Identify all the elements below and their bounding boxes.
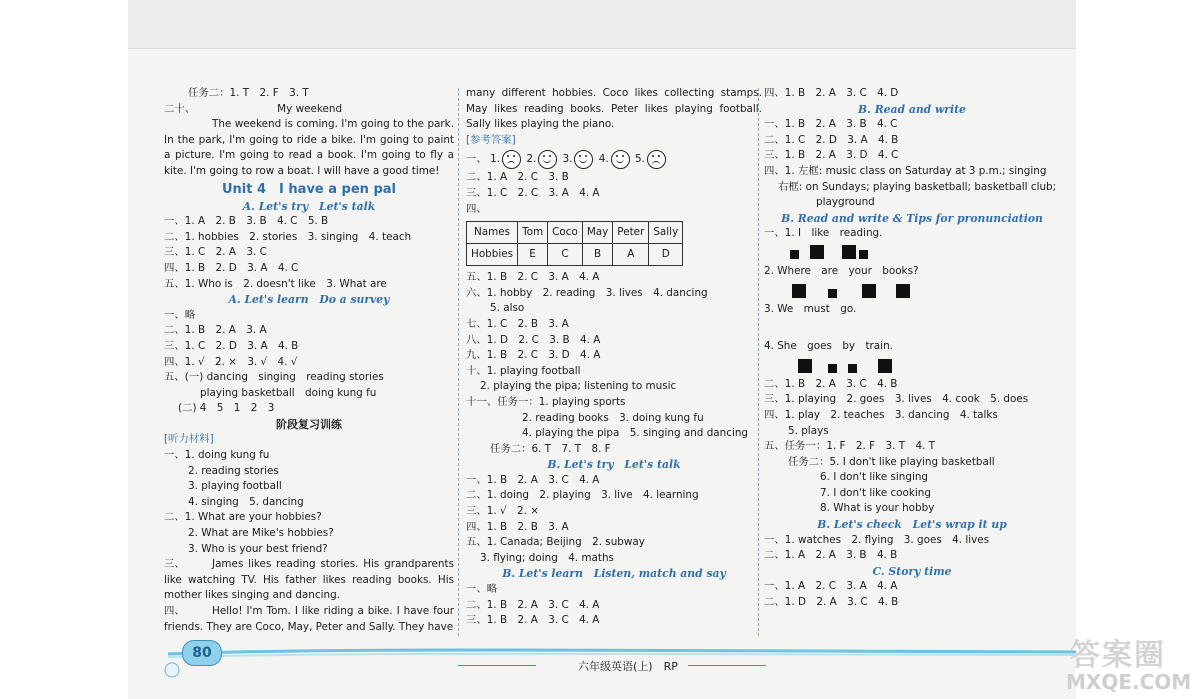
answer-line: playing basketball doing kung fu [200, 386, 377, 399]
answer-line: 九、1. B 2. C 3. D 4. A [466, 349, 601, 362]
answer-line: 四、1. 左框: music class on Saturday at 3 p.m.; singing [764, 164, 1047, 177]
stress-marks-row [764, 317, 1060, 339]
answer-line: (二) 4 5 1 2 3 [178, 402, 275, 415]
section-heading: A. Let's try Let's talk [242, 199, 376, 213]
faces-answer-line [466, 148, 762, 170]
item-number: 5. [635, 153, 645, 166]
strong-stress-mark [842, 245, 856, 259]
sad-face-icon [502, 150, 521, 169]
answer-line: 4. She goes by train. [764, 340, 893, 353]
answer-line: 四、1. √ 2. × 3. √ 4. √ [164, 355, 298, 368]
question-number: 一、 [466, 153, 487, 166]
answer-line: 任务二：5. I don't like playing basketball [788, 455, 995, 468]
essay-title: My weekend [277, 102, 343, 115]
answer-line: 二、1. hobbies 2. stories 3. singing 4. teach [164, 230, 412, 243]
answer-line: 5. plays [788, 424, 829, 437]
answer-line: 一、1. I like reading. [764, 227, 883, 240]
weak-stress-mark [828, 289, 837, 298]
table-cell: B [582, 244, 612, 266]
column-right [764, 86, 1060, 611]
listening-material-label: [听力材料] [164, 433, 214, 446]
page-number-badge: 80 [182, 640, 222, 666]
section-heading: B. Read and write [858, 102, 966, 116]
answer-line: 五、1. Canada; Beijing 2. subway [466, 536, 645, 549]
section-heading: A. Let's learn Do a survey [228, 293, 390, 307]
answer-line: 7. I don't like cooking [820, 486, 931, 499]
watermark-url: MXQE.COM [1066, 670, 1192, 694]
phase-review-heading: 阶段复习训练 [276, 417, 342, 431]
happy-face-icon [538, 150, 557, 169]
answer-page [128, 0, 1076, 699]
section-heading: C. Story time [872, 564, 952, 578]
happy-face-icon [611, 150, 630, 169]
item-number: 2. [526, 153, 537, 166]
page-top-margin [128, 0, 1076, 49]
answer-line: 任务二：1. T 2. F 3. T [188, 87, 309, 99]
answer-line: 二、1. C 2. D 3. A 4. B [764, 133, 899, 146]
section-heading: B. Let's learn Listen, match and say [502, 567, 726, 581]
answer-line: 二、1. B 2. A 3. C 4. B [764, 377, 898, 390]
stress-marks-row [764, 355, 1060, 377]
answer-line: 二、1. B 2. A 3. C 4. A [466, 598, 600, 611]
listening-text: Hello! I'm Tom. I like riding a bike. I have four friends. They are Coco, May, Peter and Sally. They have [164, 605, 454, 633]
answer-line: 任务二：6. T 7. T 8. F [490, 442, 611, 455]
answer-line: 三、1. C 2. C 3. A 4. A [466, 186, 600, 199]
answer-line: 五、任务一：1. F 2. F 3. T 4. T [764, 440, 936, 453]
column-left [164, 86, 454, 635]
item-number: 3. [562, 153, 573, 166]
book-title: 六年级英语(上) RP [578, 660, 678, 673]
watermark-logo: 答案圈 [1070, 638, 1166, 673]
table-cell: E [518, 244, 548, 266]
answer-line: 五、1. B 2. C 3. A 4. A [466, 271, 600, 284]
answer-line: 3. We must go. [764, 302, 857, 315]
table-cell: Tom [518, 222, 548, 244]
answer-line: 二、1. D 2. A 3. C 4. B [764, 596, 899, 609]
strong-stress-mark [792, 284, 806, 298]
answer-line: 一、1. doing kung fu [164, 449, 270, 462]
answer-line: 一、略 [466, 583, 498, 596]
answer-line: 二、1. doing 2. playing 3. live 4. learning [466, 489, 699, 502]
answer-line: 四、1. B 2. D 3. A 4. C [164, 261, 299, 274]
hobbies-table [466, 221, 683, 266]
answer-line: 二、1. A 2. A 3. B 4. B [764, 549, 898, 562]
table-cell: Coco [548, 222, 583, 244]
answer-line: 二、1. What are your hobbies? [164, 511, 322, 524]
answer-line: 5. also [490, 302, 525, 315]
answer-line: 十、1. playing football [466, 364, 581, 377]
unit-title: Unit 4 I have a pen pal [222, 181, 396, 197]
table-cell: Names [467, 222, 518, 244]
answer-line: 2. What are Mike's hobbies? [188, 527, 334, 540]
section-heading: B. Read and write & Tips for pronunciation [781, 211, 1043, 225]
table-cell: Hobbies [467, 244, 518, 266]
strong-stress-mark [810, 245, 824, 259]
answer-line: 8. What is your hobby [820, 502, 935, 515]
weak-stress-mark [859, 250, 868, 259]
table-row [467, 222, 683, 244]
answer-line: 右框: on Sundays; playing basketball; basketball club; [778, 180, 1057, 193]
section-heading: B. Let's check Let's wrap it up [817, 518, 1007, 532]
table-cell: Sally [649, 222, 683, 244]
answer-line: 三、1. playing 2. goes 3. lives 4. cook 5. does [764, 393, 1029, 406]
table-cell: Peter [613, 222, 649, 244]
answer-line: 三、1. B 2. A 3. D 4. C [764, 149, 899, 162]
item-number: 1. [490, 153, 501, 166]
footer-rule [688, 665, 766, 666]
answer-line: 三、1. C 2. D 3. A 4. B [164, 339, 299, 352]
answer-line: 2. reading stories [188, 464, 279, 477]
section-heading: B. Let's try Let's talk [547, 458, 681, 472]
answer-line: 6. I don't like singing [820, 471, 929, 484]
answer-line: 3. flying; doing 4. maths [480, 551, 614, 564]
table-cell: A [613, 244, 649, 266]
table-cell: C [548, 244, 583, 266]
answer-line: 2. reading books 3. doing kung fu [522, 411, 704, 424]
answer-line: 三、1. C 2. A 3. C [164, 246, 267, 259]
answer-line: 四、1. play 2. teaches 3. dancing 4. talks [764, 408, 998, 421]
strong-stress-mark [798, 359, 812, 373]
answer-line: 五、1. Who is 2. doesn't like 3. What are [164, 277, 387, 290]
answer-line: 四、 [466, 202, 487, 215]
listening-text-continued: many different hobbies. Coco likes collecting stamps. May likes reading books. Peter likes playing football. Sally likes playing the piano. [466, 87, 762, 131]
stress-marks-row [764, 280, 1060, 302]
answer-line: 二、1. A 2. C 3. B [466, 171, 569, 184]
answer-line: 3. Who is your best friend? [188, 542, 328, 555]
answer-line: 一、1. A 2. C 3. A 4. A [764, 580, 898, 593]
essay-text: The weekend is coming. I'm going to the park. In the park, I'm going to ride a bike. I'm going to paint a picture. I'm going to read a book. I'm going to fly a kite. I'm going to row a boat. I will have a good time! [164, 118, 454, 177]
answer-line: 十一、任务一：1. playing sports [466, 395, 626, 408]
answer-line: 4. playing the pipa 5. singing and dancing [522, 427, 749, 440]
answer-line: 4. singing 5. dancing [188, 495, 304, 508]
stress-marks-row [764, 242, 1060, 264]
table-row [467, 244, 683, 266]
question-number: 三、 [164, 558, 185, 571]
question-number: 二十、 [164, 102, 196, 115]
answer-line: 六、1. hobby 2. reading 3. lives 4. dancing [466, 286, 708, 299]
sad-face-icon [647, 150, 666, 169]
answer-line: 2. playing the pipa; listening to music [480, 380, 677, 393]
item-number: 4. [598, 153, 609, 166]
answer-line: 五、(一) dancing singing reading stories [164, 371, 384, 384]
answer-line: 四、1. B 2. B 3. A [466, 520, 569, 533]
answer-line: 四、1. B 2. A 3. C 4. D [764, 87, 899, 99]
answer-line: 3. playing football [188, 480, 282, 493]
table-cell: May [582, 222, 612, 244]
reference-answers-label: [参考答案] [466, 133, 516, 146]
answer-line: 一、1. B 2. A 3. C 4. A [466, 473, 600, 486]
answer-line: 一、1. B 2. A 3. B 4. C [764, 118, 898, 131]
weak-stress-mark [828, 364, 837, 373]
strong-stress-mark [878, 359, 892, 373]
question-number: 四、 [164, 605, 185, 617]
answer-line: 七、1. C 2. B 3. A [466, 317, 569, 330]
answer-line: 三、1. √ 2. × [466, 505, 539, 518]
answer-line: 一、1. watches 2. flying 3. goes 4. lives [764, 533, 990, 546]
footer-rule [458, 665, 536, 666]
listening-text: James likes reading stories. His grandparents like watching TV. His father likes reading books. His mother likes singing and dancing. [164, 558, 454, 602]
answer-line: playground [816, 196, 875, 209]
answer-line: 2. Where are your books? [764, 264, 919, 277]
strong-stress-mark [862, 284, 876, 298]
column-divider [458, 88, 459, 636]
answer-line: 三、1. B 2. A 3. C 4. A [466, 614, 600, 627]
answer-line: 一、1. A 2. B 3. B 4. C 5. B [164, 215, 329, 228]
answer-line: 二、1. B 2. A 3. A [164, 324, 267, 337]
column-middle [466, 86, 762, 629]
weak-stress-mark [790, 250, 799, 259]
strong-stress-mark [896, 284, 910, 298]
happy-face-icon [574, 150, 593, 169]
answer-line: 一、略 [164, 308, 196, 321]
weak-stress-mark [848, 364, 857, 373]
table-cell: D [649, 244, 683, 266]
answer-line: 八、1. D 2. C 3. B 4. A [466, 333, 601, 346]
